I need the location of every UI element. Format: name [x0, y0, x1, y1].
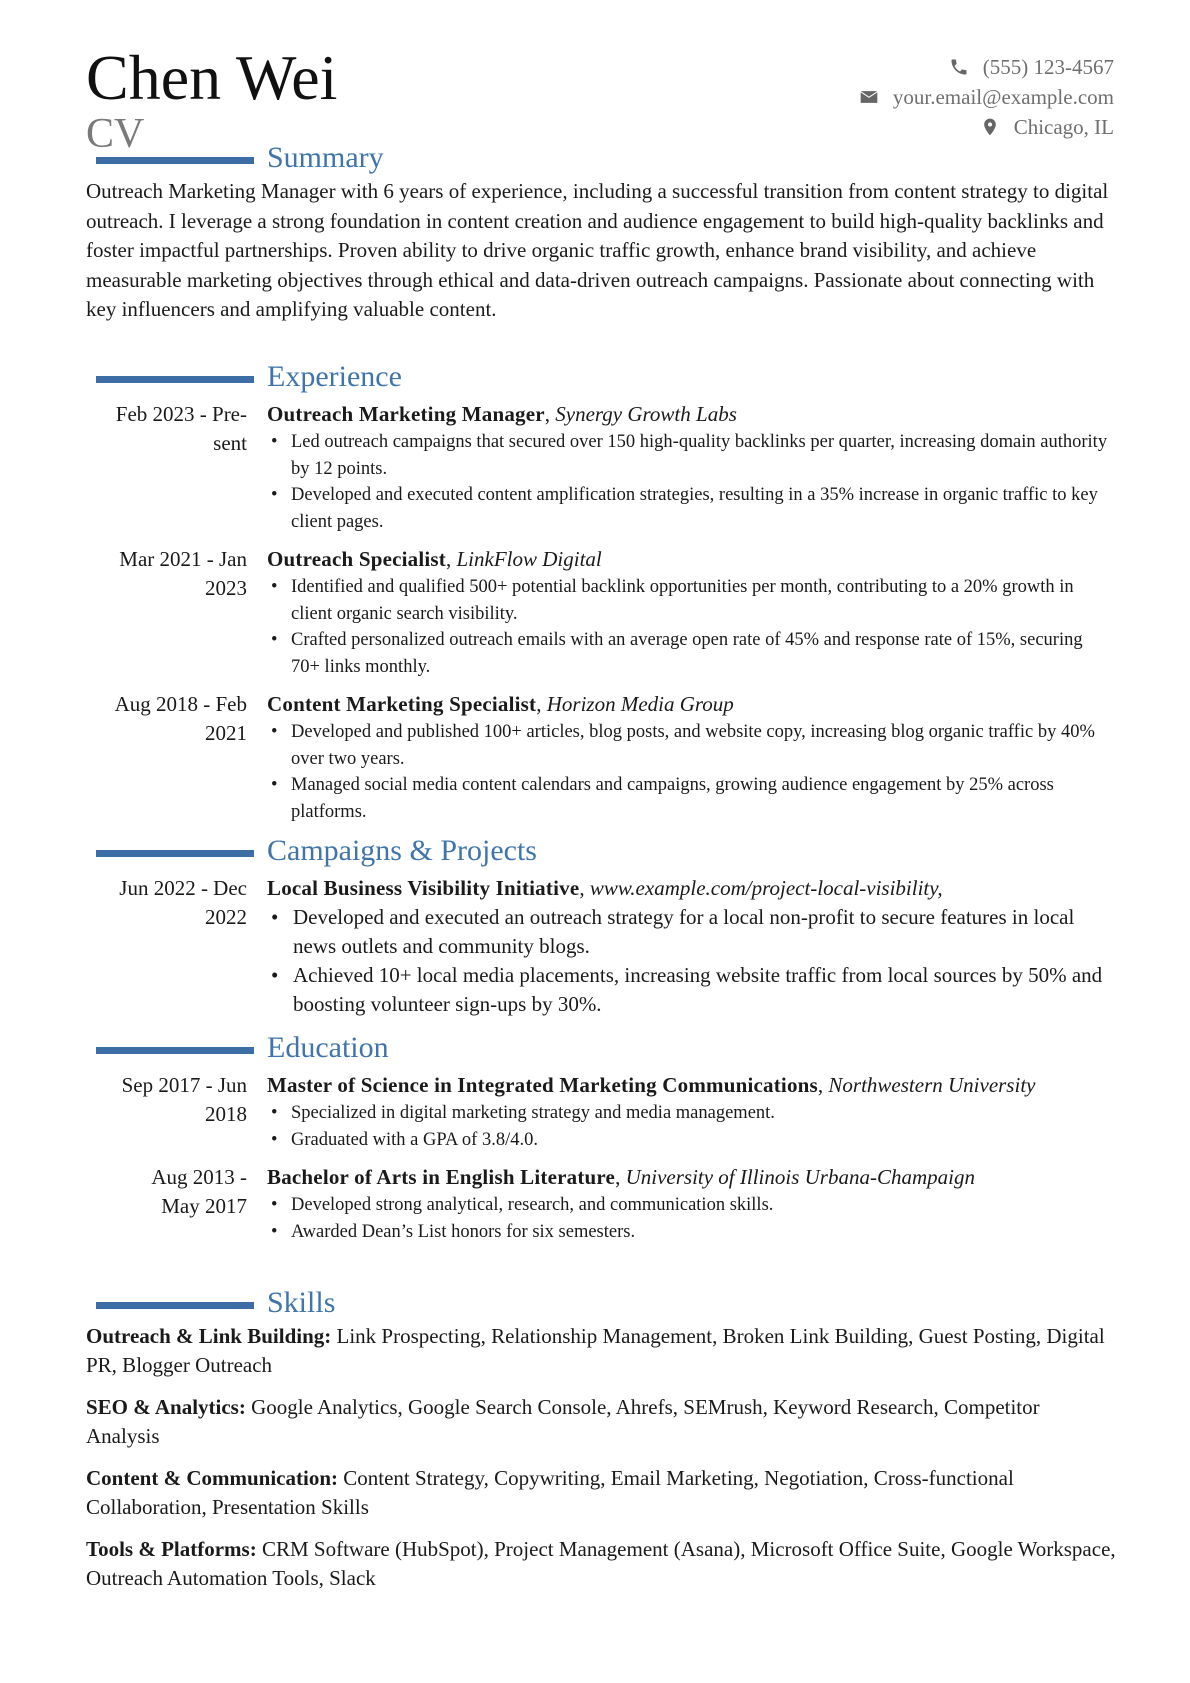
- bullet-item: • Crafted personalized outreach emails with an average open rate of 45% and response rate of 15%, securing 70+ links monthly.: [267, 627, 1116, 680]
- section-title: Skills: [267, 1286, 336, 1319]
- bullet-item: • Specialized in digital marketing strategy and media management.: [267, 1100, 1116, 1127]
- date-line: Aug 2013 -: [151, 1165, 247, 1189]
- contact-info: [859, 52, 1114, 142]
- entry-date: [86, 1071, 267, 1153]
- entry-bullets: [267, 429, 1116, 535]
- entry-bullets: [267, 903, 1116, 1019]
- project-link[interactable]: www.example.com/project-local-visibility,: [589, 876, 943, 900]
- skill-label: Tools & Platforms:: [86, 1537, 257, 1561]
- section-accent-bar: [96, 1047, 254, 1054]
- entry-org: Synergy Growth Labs: [555, 402, 737, 426]
- document-subtitle: CV: [86, 111, 145, 157]
- section-projects: [86, 834, 1116, 1019]
- entry-body: [267, 1071, 1116, 1153]
- entry-body: [267, 874, 1116, 1019]
- section-summary: [86, 141, 1116, 325]
- entry-title: Content Marketing Specialist, Horizon Media Group: [267, 692, 734, 716]
- envelope-icon: [859, 87, 879, 107]
- skill-group: [86, 1535, 1116, 1593]
- entry-role: Outreach Marketing Manager: [267, 402, 545, 426]
- entry-bullets: [267, 719, 1116, 825]
- date-line: 2018: [205, 1102, 247, 1126]
- contact-location: [859, 112, 1114, 142]
- entry-body: [267, 690, 1116, 825]
- candidate-name: Chen Wei: [86, 42, 338, 113]
- entry-bullets: [267, 574, 1116, 680]
- date-line: 2021: [205, 721, 247, 745]
- project-entry: [86, 874, 1116, 1019]
- date-line: 2023: [205, 576, 247, 600]
- location-text: Chicago, IL: [1013, 115, 1114, 139]
- experience-entry: [86, 690, 1116, 825]
- bullet-item: • Awarded Dean’s List honors for six semesters.: [267, 1219, 1116, 1246]
- section-accent-bar: [96, 850, 254, 857]
- section-experience: [86, 360, 1116, 825]
- entry-body: [267, 545, 1116, 680]
- entry-role: Outreach Specialist: [267, 547, 446, 571]
- phone-text: (555) 123-4567: [982, 55, 1114, 79]
- map-pin-icon: [980, 117, 1000, 137]
- section-accent-bar: [96, 1302, 254, 1309]
- date-line: May 2017: [161, 1194, 247, 1218]
- entry-org: LinkFlow Digital: [456, 547, 602, 571]
- date-line: Mar 2021 - Jan: [119, 547, 247, 571]
- section-header: [86, 141, 1116, 177]
- bullet-item: • Developed strong analytical, research, and communication skills.: [267, 1192, 1116, 1219]
- entry-org: Northwestern University: [828, 1073, 1036, 1097]
- entry-org: University of Illinois Urbana-Champaign: [625, 1165, 975, 1189]
- experience-entry: [86, 545, 1116, 680]
- skill-label: Content & Communication:: [86, 1466, 338, 1490]
- date-line: Aug 2018 - Feb: [114, 692, 247, 716]
- entry-role: Bachelor of Arts in English Literature: [267, 1165, 616, 1189]
- section-header: [86, 360, 1116, 396]
- section-title: Education: [267, 1031, 389, 1064]
- section-title: Experience: [267, 360, 402, 393]
- phone-icon: [949, 57, 969, 77]
- contact-phone: [859, 52, 1114, 82]
- entry-role: Master of Science in Integrated Marketing Communications: [267, 1073, 818, 1097]
- section-education: [86, 1031, 1116, 1245]
- education-entry: [86, 1163, 1116, 1245]
- entry-bullets: [267, 1192, 1116, 1245]
- skill-group: [86, 1322, 1116, 1380]
- bullet-item: • Managed social media content calendars and campaigns, growing audience engagement by 25% across platforms.: [267, 772, 1116, 825]
- entry-title: Local Business Visibility Initiative, www.example.com/project-local-visibility,: [267, 876, 943, 900]
- bullet-item: • Identified and qualified 500+ potential backlink opportunities per month, contributing to a 20% growth in client organic search visibility.: [267, 574, 1116, 627]
- skill-group: [86, 1393, 1116, 1451]
- entry-date: [86, 1163, 267, 1245]
- section-title: Summary: [267, 141, 384, 174]
- skill-values: Google Analytics, Google Search Console, Ahrefs, SEMrush, Keyword Research, Competitor Analysis: [86, 1395, 1040, 1448]
- section-header: [86, 1031, 1116, 1067]
- entry-date: [86, 874, 267, 1019]
- entry-org: Horizon Media Group: [546, 692, 734, 716]
- entry-date: [86, 545, 267, 680]
- entry-title: Outreach Marketing Manager, Synergy Growth Labs: [267, 402, 737, 426]
- entry-date: [86, 690, 267, 825]
- date-line: Feb 2023 - Pre-: [115, 402, 247, 426]
- entry-role: Local Business Visibility Initiative: [267, 876, 580, 900]
- section-accent-bar: [96, 376, 254, 383]
- bullet-item: • Led outreach campaigns that secured over 150 high-quality backlinks per quarter, increasing domain authority by 12 points.: [267, 429, 1116, 482]
- entry-title: Bachelor of Arts in English Literature, University of Illinois Urbana-Champaign: [267, 1165, 975, 1189]
- bullet-item: • Graduated with a GPA of 3.8/4.0.: [267, 1127, 1116, 1154]
- skill-values: Content Strategy, Copywriting, Email Marketing, Negotiation, Cross-functional Collaboration, Presentation Skills: [86, 1466, 1014, 1519]
- contact-email: [859, 82, 1114, 112]
- skill-label: Outreach & Link Building:: [86, 1324, 332, 1348]
- skill-label: SEO & Analytics:: [86, 1395, 246, 1419]
- skill-values: CRM Software (HubSpot), Project Management (Asana), Microsoft Office Suite, Google Workspace, Outreach Automation Tools, Slack: [86, 1537, 1116, 1590]
- section-header: [86, 834, 1116, 870]
- entry-role: Content Marketing Specialist: [267, 692, 537, 716]
- bullet-item: • Developed and executed content amplification strategies, resulting in a 35% increase in organic traffic to key client pages.: [267, 482, 1116, 535]
- section-skills: [86, 1286, 1116, 1606]
- bullet-item: • Developed and executed an outreach strategy for a local non-profit to secure features in local news outlets and community blogs.: [267, 903, 1116, 961]
- entry-title: Outreach Specialist, LinkFlow Digital: [267, 547, 602, 571]
- entry-body: [267, 400, 1116, 535]
- bullet-item: • Achieved 10+ local media placements, increasing website traffic from local sources by 50% and boosting volunteer sign-ups by 30%.: [267, 961, 1116, 1019]
- entry-body: [267, 1163, 1116, 1245]
- education-entry: [86, 1071, 1116, 1153]
- entry-date: [86, 400, 267, 535]
- experience-entry: [86, 400, 1116, 535]
- section-header: [86, 1286, 1116, 1322]
- date-line: 2022: [205, 905, 247, 929]
- date-line: Sep 2017 - Jun: [121, 1073, 247, 1097]
- entry-bullets: [267, 1100, 1116, 1153]
- skill-values: Link Prospecting, Relationship Management, Broken Link Building, Guest Posting, Digital PR, Blogger Outreach: [86, 1324, 1105, 1377]
- entry-title: Master of Science in Integrated Marketing Communications, Northwestern University: [267, 1073, 1036, 1097]
- summary-text: Outreach Marketing Manager with 6 years of experience, including a successful transition from content strategy to digital outreach. I leverage a strong foundation in content creation and audience engagement to build high-quality backlinks and foster impactful partnerships. Proven ability to drive organic traffic growth, enhance brand visibility, and achieve measurable marketing objectives through ethical and data-driven outreach campaigns. Passionate about connecting with key influencers and amplifying valuable content.: [86, 179, 1109, 321]
- date-line: Jun 2022 - Dec: [119, 876, 247, 900]
- skill-group: [86, 1464, 1116, 1522]
- section-accent-bar: [96, 157, 254, 164]
- section-title: Campaigns & Projects: [267, 834, 537, 867]
- date-line: sent: [213, 431, 247, 455]
- email-text[interactable]: your.email@example.com: [892, 85, 1114, 109]
- bullet-item: • Developed and published 100+ articles, blog posts, and website copy, increasing blog organic traffic by 40% over two years.: [267, 719, 1116, 772]
